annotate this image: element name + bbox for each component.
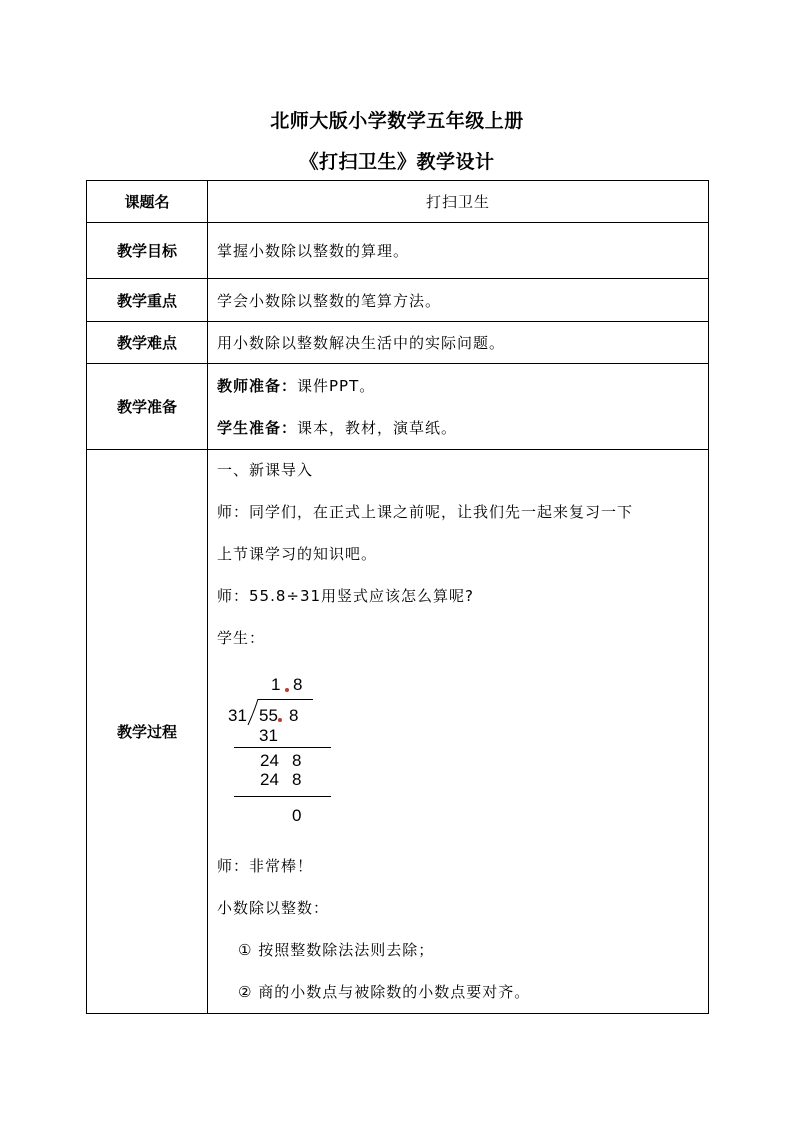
remainder-1: 24	[260, 751, 279, 770]
student-preparation	[217, 407, 708, 449]
row-topic	[87, 181, 709, 223]
value-process	[208, 450, 709, 1014]
label-topic: 课题名	[87, 181, 208, 223]
process-line: 学生：	[217, 629, 266, 647]
document-subtitle: 《打扫卫生》教学设计	[299, 151, 495, 173]
label-preparation: 教学准备	[87, 364, 208, 450]
dividend-integer: 55	[259, 706, 278, 725]
label-objective: 教学目标	[87, 223, 208, 279]
final-remainder: 0	[292, 806, 302, 825]
process-line: 一、新课导入	[217, 461, 314, 479]
process-line: ① 按照整数除法法则去除；	[238, 941, 435, 959]
process-line: 上节课学习的知识吧。	[217, 545, 378, 563]
subtraction-1: 31	[259, 726, 278, 745]
value-topic: 打扫卫生	[208, 181, 709, 223]
divisor: 31	[228, 706, 247, 725]
label-key-point: 教学重点	[87, 279, 208, 322]
process-line: 师：55.8÷31用竖式应该怎么算呢?	[217, 587, 475, 605]
division-bracket	[246, 698, 260, 726]
document-title: 北师大版小学数学五年级上册	[270, 110, 524, 132]
quotient-decimal: 8	[293, 675, 303, 694]
teacher-prep-label: 教师准备：	[217, 376, 298, 395]
value-key-point: 学会小数除以整数的笔算方法。	[208, 279, 709, 322]
subtraction-2: 24	[260, 770, 279, 789]
division-bar	[258, 699, 313, 700]
dividend-decimal-point	[278, 718, 282, 722]
student-prep-label: 学生准备：	[217, 418, 298, 437]
value-objective: 掌握小数除以整数的算理。	[208, 223, 709, 279]
row-key-point	[87, 279, 709, 322]
subtraction-line-2	[234, 796, 331, 797]
teacher-prep-value: 课件PPT。	[297, 376, 376, 395]
remainder-1-digit: 8	[292, 751, 302, 770]
quotient-integer: 1	[271, 675, 281, 694]
process-line: ② 商的小数点与被除数的小数点要对齐。	[238, 983, 531, 1001]
subtraction-line-1	[234, 747, 331, 748]
row-preparation	[87, 364, 709, 450]
process-line: 师：同学们，在正式上课之前呢，让我们先一起来复习一下	[217, 503, 634, 521]
process-line: 小数除以整数：	[217, 899, 330, 917]
row-process	[87, 450, 709, 1014]
label-difficulty: 教学难点	[87, 322, 208, 364]
quotient-decimal-point	[285, 688, 289, 692]
lesson-plan-table	[86, 180, 709, 1014]
value-difficulty: 用小数除以整数解决生活中的实际问题。	[208, 322, 709, 364]
process-line: 师：非常棒！	[217, 857, 314, 875]
student-prep-value: 课本，教材，演草纸。	[297, 418, 458, 437]
subtraction-2-digit: 8	[292, 770, 302, 789]
value-preparation	[208, 364, 709, 450]
row-objective	[87, 223, 709, 279]
row-difficulty	[87, 322, 709, 364]
dividend-decimal: 8	[289, 706, 299, 725]
teacher-preparation	[217, 365, 708, 407]
label-process: 教学过程	[87, 450, 208, 1014]
